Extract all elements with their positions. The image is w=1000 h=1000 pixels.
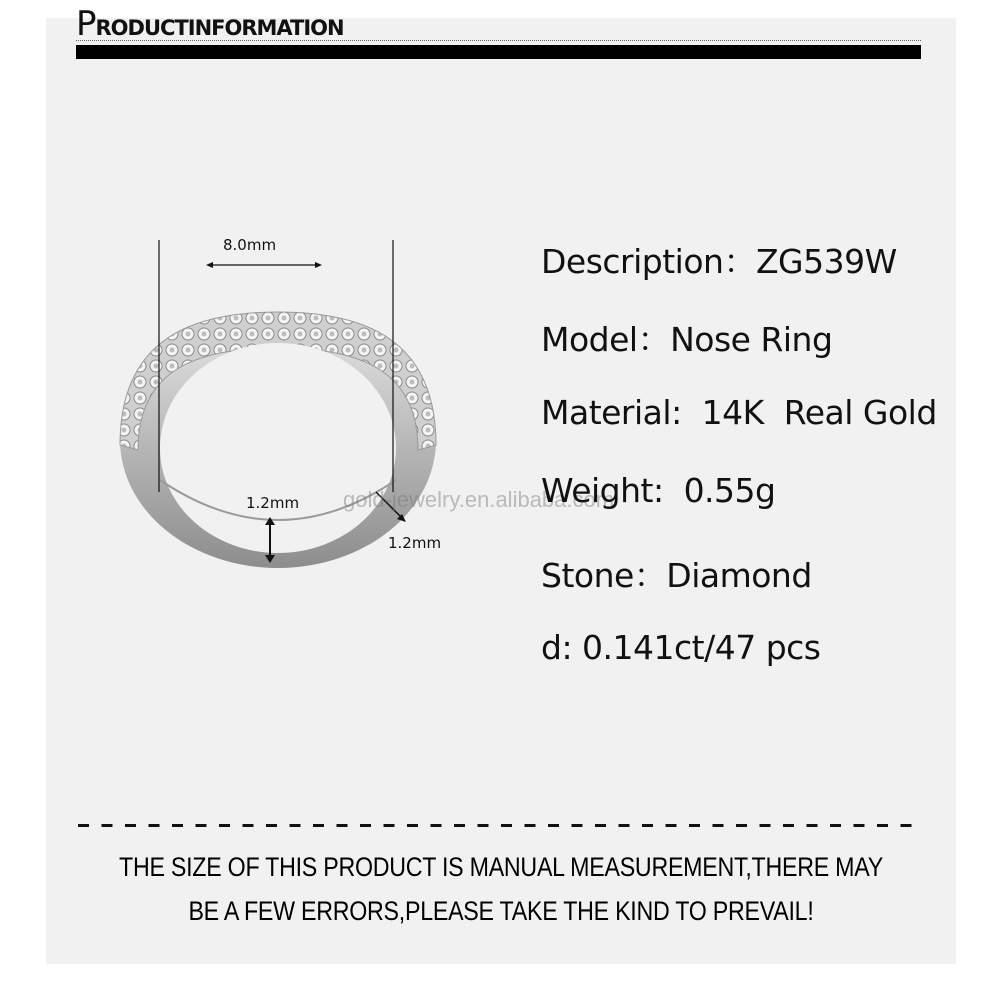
width-arrow — [206, 262, 322, 268]
thickness-label: 1.2mm — [246, 494, 300, 512]
ring-image — [120, 312, 436, 568]
title-rest: RODUCTINFORMATION — [95, 16, 344, 40]
watermark: gold-jewelry.en.alibaba.com — [343, 487, 615, 512]
title-initial: P — [76, 4, 96, 44]
section-title — [76, 4, 344, 44]
spec-description: Description：ZG539W — [541, 242, 897, 281]
spec-material: Material: 14K Real Gold — [541, 393, 937, 432]
header-bar — [76, 45, 921, 59]
dashed-divider — [78, 824, 920, 827]
ring-diagram — [100, 230, 460, 570]
spec-model: Model：Nose Ring — [541, 320, 833, 359]
spec-diamond-count: d: 0.141ct/47 pcs — [541, 628, 821, 667]
spec-weight: Weight: 0.55g — [541, 471, 776, 510]
header-dotted-rule — [76, 40, 921, 41]
band-label: 1.2mm — [388, 534, 442, 552]
notice-line-2: BE A FEW ERRORS,PLEASE TAKE THE KIND TO PREVAIL! — [188, 896, 814, 926]
notice-line-1: THE SIZE OF THIS PRODUCT IS MANUAL MEASUREMENT,THERE MAY — [119, 852, 883, 882]
spec-stone: Stone：Diamond — [541, 556, 812, 595]
width-label: 8.0mm — [223, 236, 277, 254]
